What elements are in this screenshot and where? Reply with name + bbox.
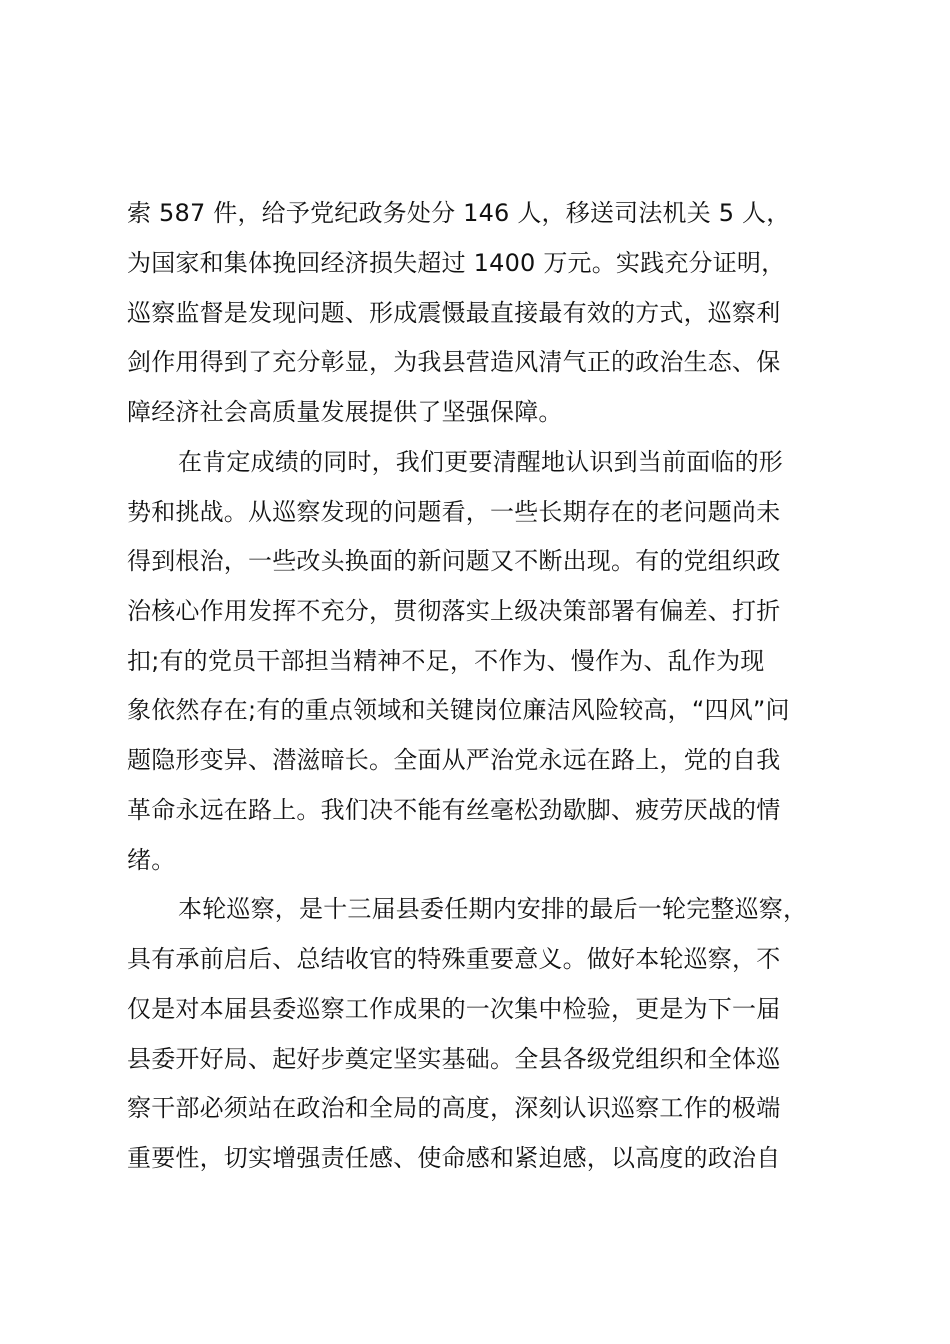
text-line: 县委开好局、起好步奠定坚实基础。全县各级党组织和全体巡 [127, 1045, 781, 1073]
text-line: 障经济社会高质量发展提供了坚强保障。 [127, 398, 563, 426]
paragraph-first-line: 本轮巡察，是十三届县委任期内安排的最后一轮完整巡察， [178, 895, 808, 923]
text-line: 剑作用得到了充分彰显，为我县营造风清气正的政治生态、保 [127, 348, 781, 376]
text-line: 得到根治，一些改头换面的新问题又不断出现。有的党组织政 [127, 547, 781, 575]
paragraph-first-line: 在肯定成绩的同时，我们更要清醒地认识到当前面临的形 [178, 448, 783, 476]
text-line: 扣;有的党员干部担当精神不足，不作为、慢作为、乱作为现 [127, 647, 765, 675]
text-line: 题隐形变异、潜滋暗长。全面从严治党永远在路上，党的自我 [127, 746, 781, 774]
text-line: 势和挑战。从巡察发现的问题看，一些长期存在的老问题尚未 [127, 498, 781, 526]
text-line: 具有承前启后、总结收官的特殊重要意义。做好本轮巡察，不 [127, 945, 781, 973]
text-line: 治核心作用发挥不充分，贯彻落实上级决策部署有偏差、打折 [127, 597, 781, 625]
text-line: 索 587 件，给予党纪政务处分 146 人，移送司法机关 5 人， [127, 199, 791, 227]
text-line: 为国家和集体挽回经济损失超过 1400 万元。实践充分证明， [127, 249, 786, 277]
text-line: 革命永远在路上。我们决不能有丝毫松劲歇脚、疲劳厌战的情 [127, 796, 781, 824]
text-line: 重要性，切实增强责任感、使命感和紧迫感，以高度的政治自 [127, 1144, 781, 1172]
text-line: 绪。 [127, 846, 176, 874]
text-line: 象依然存在;有的重点领域和关键岗位廉洁风险较高，“四风”问 [127, 696, 790, 724]
text-line: 仅是对本届县委巡察工作成果的一次集中检验，更是为下一届 [127, 995, 781, 1023]
text-line: 巡察监督是发现问题、形成震慑最直接最有效的方式，巡察利 [127, 299, 781, 327]
text-line: 察干部必须站在政治和全局的高度，深刻认识巡察工作的极端 [127, 1094, 781, 1122]
